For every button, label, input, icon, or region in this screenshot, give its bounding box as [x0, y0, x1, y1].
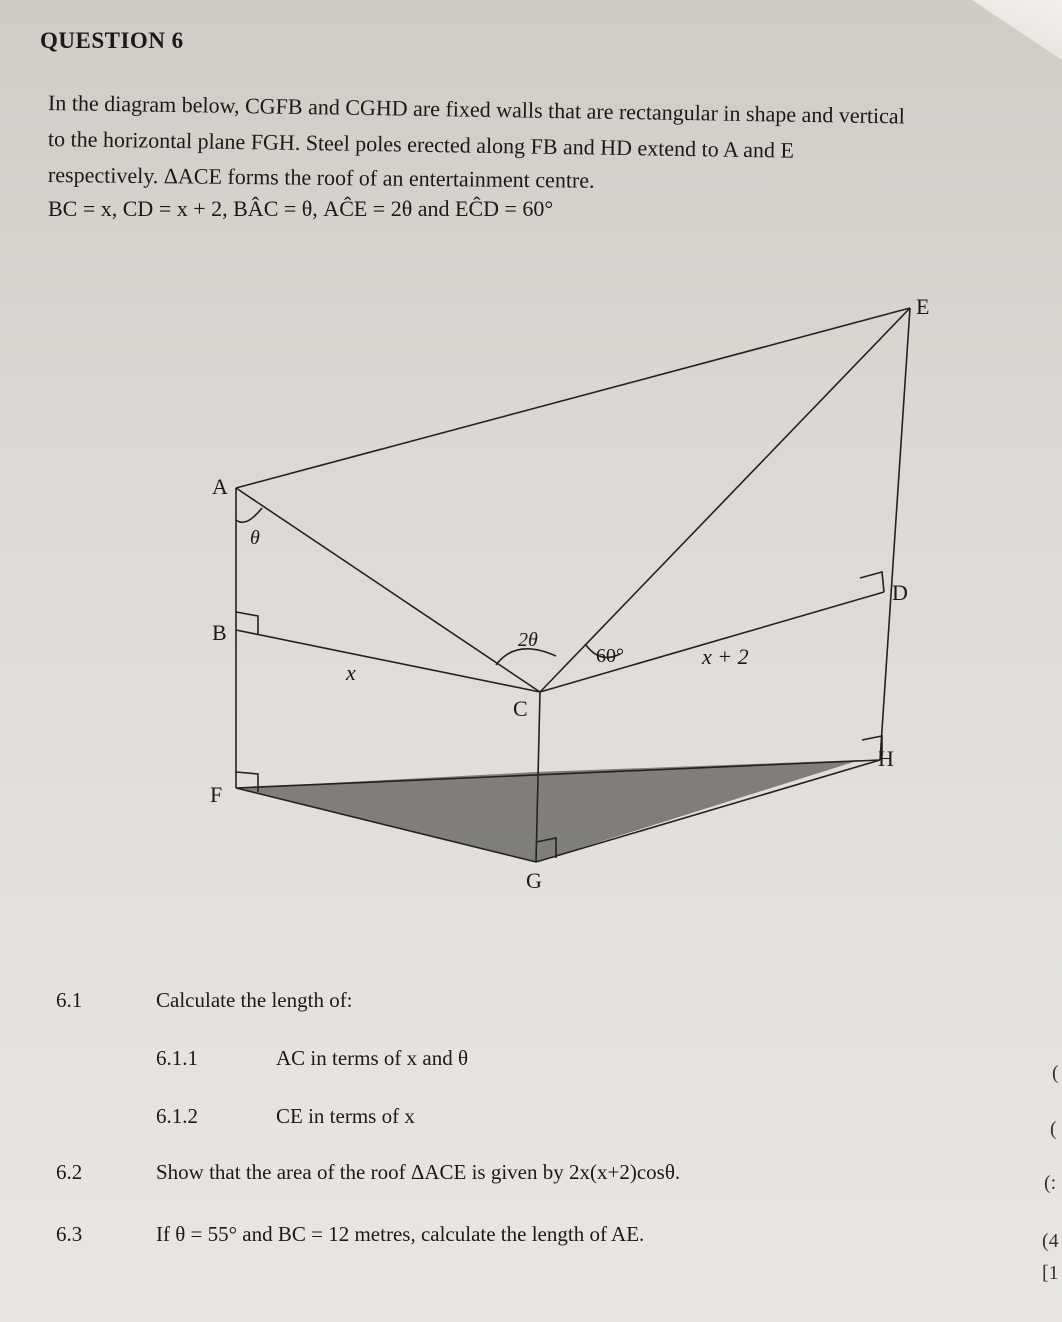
point-label-f: F	[210, 782, 223, 807]
label-angle-ecd: 60°	[596, 645, 624, 667]
total-marks: [1	[1042, 1262, 1059, 1284]
point-label-c: C	[513, 696, 528, 721]
question-title: QUESTION 6	[40, 28, 184, 53]
question-number-6-1-2: 6.1.2	[156, 1104, 198, 1128]
question-text-6-1-1: AC in terms of x and θ	[276, 1046, 469, 1070]
point-label-d: D	[892, 580, 908, 605]
edge-cd	[540, 592, 884, 692]
question-number-6-3: 6.3	[56, 1222, 83, 1246]
point-label-a: A	[212, 474, 228, 499]
marks-6-2: (:	[1044, 1172, 1057, 1194]
question-number-6-2: 6.2	[56, 1160, 83, 1184]
intro-line-1: In the diagram below, CGFB and CGHD are fixed walls that are rectangular in shape and vertical	[47, 90, 906, 129]
marks-6-3: (4	[1042, 1230, 1059, 1252]
label-angle-ace: 2θ	[518, 629, 538, 651]
given-values: BC = x, CD = x + 2, BÂC = θ, AĈE = 2θ and EĈD = 60°	[48, 196, 554, 221]
question-number-6-1-1: 6.1.1	[156, 1046, 198, 1070]
point-label-b: B	[212, 620, 227, 645]
angle-arc-ace	[496, 649, 556, 665]
intro-line-2: to the horizontal plane FGH. Steel poles erected along FB and HD extend to A and E	[47, 126, 795, 163]
point-label-h: H	[878, 746, 894, 771]
right-angle-d	[860, 572, 884, 592]
question-text-6-1-2: CE in terms of x	[276, 1104, 415, 1128]
question-text-6-2: Show that the area of the roof ΔACE is given by 2x(x+2)cosθ.	[156, 1160, 681, 1184]
question-text-6-3: If θ = 55° and BC = 12 metres, calculate the length of AE.	[156, 1222, 645, 1246]
pole-eh	[880, 308, 910, 760]
marks-6-1-1: (	[1052, 1062, 1059, 1084]
label-bc: x	[346, 660, 356, 685]
edge-ae	[236, 308, 910, 488]
intro-line-3: respectively. ΔACE forms the roof of an entertainment centre.	[47, 162, 595, 193]
question-text-6-1: Calculate the length of:	[156, 988, 353, 1012]
angle-arc-a	[236, 508, 262, 522]
point-label-g: G	[526, 868, 542, 893]
label-cd: x + 2	[702, 644, 749, 669]
label-angle-a: θ	[250, 527, 260, 549]
point-label-e: E	[916, 294, 930, 319]
edge-ce	[540, 308, 910, 692]
marks-6-1-2: (	[1050, 1118, 1057, 1140]
question-number-6-1: 6.1	[56, 988, 83, 1012]
